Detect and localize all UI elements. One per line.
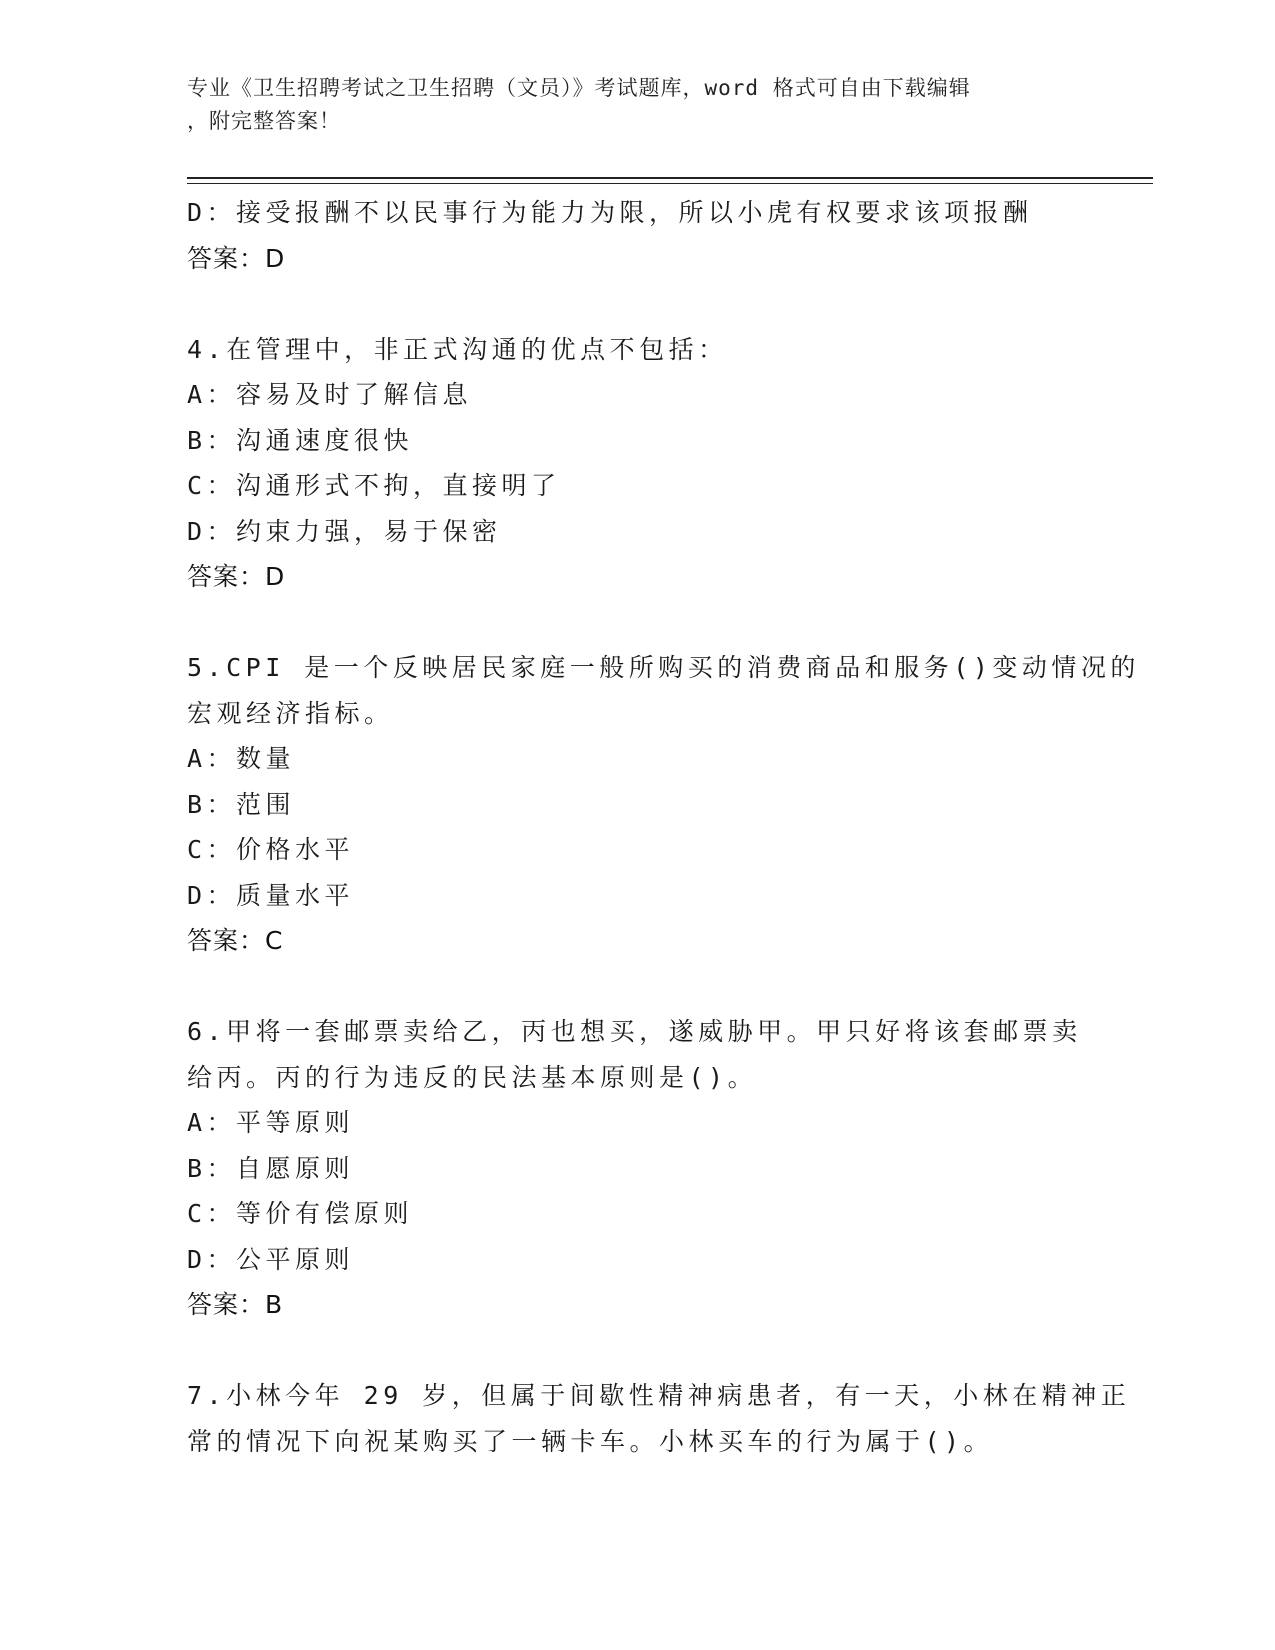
answer-line: 答案：D [187, 243, 286, 273]
option-d: D：质量水平 [187, 880, 355, 910]
question-4 [187, 327, 1087, 600]
question-stem-line-1: 6.甲将一套邮票卖给乙，丙也想买，遂威胁甲。甲只好将该套邮票卖 [187, 1017, 1082, 1046]
question-stem-line-1: 7.小林今年 29 岁，但属于间歇性精神病患者，有一天，小林在精神正 [187, 1381, 1131, 1410]
option-a: A：数量 [187, 744, 296, 773]
answer-line: 答案：B [187, 1290, 284, 1319]
header-divider-thick [187, 177, 1153, 179]
question-stem: 4.在管理中，非正式沟通的优点不包括： [187, 334, 728, 364]
option-d: D：接受报酬不以民事行为能力为限，所以小虎有权要求该项报酬 [187, 198, 1033, 227]
header-line-1: 专业《卫生招聘考试之卫生招聘（文员）》考试题库，word 格式可自由下载编辑 [187, 76, 971, 100]
header-divider-thin [187, 183, 1153, 184]
question-stem-line-2: 常的情况下向祝某购买了一辆卡车。小林买车的行为属于()。 [187, 1426, 994, 1456]
option-d: D：约束力强，易于保密 [187, 516, 502, 546]
option-a: A：容易及时了解信息 [187, 380, 473, 409]
option-b: B：自愿原则 [187, 1153, 355, 1183]
question-list [187, 190, 1140, 1464]
question-6 [187, 1009, 1087, 1328]
spacer [187, 281, 1087, 327]
question-7 [187, 1373, 1131, 1464]
option-d: D：公平原则 [187, 1244, 355, 1274]
document-header [187, 72, 1087, 138]
option-b: B：沟通速度很快 [187, 425, 414, 455]
answer-line: 答案：D [187, 562, 286, 591]
spacer [187, 600, 1087, 646]
question-stem-line-2: 给丙。丙的行为违反的民法基本原则是()。 [187, 1062, 758, 1092]
question-stem-line-1: 5.CPI 是一个反映居民家庭一般所购买的消费商品和服务()变动情况的 [187, 653, 1140, 682]
question-stem-line-2: 宏观经济指标。 [187, 698, 394, 728]
spacer [187, 1328, 1087, 1374]
question-5 [187, 645, 1140, 964]
header-line-2: ，附完整答案！ [187, 109, 341, 133]
option-c: C：价格水平 [187, 835, 355, 864]
option-c: C：沟通形式不拘，直接明了 [187, 471, 561, 500]
option-a: A：平等原则 [187, 1108, 355, 1137]
option-c: C：等价有偿原则 [187, 1199, 414, 1228]
answer-line: 答案：C [187, 926, 284, 955]
option-b: B：范围 [187, 789, 296, 819]
spacer [187, 964, 1087, 1010]
question-3-tail [187, 190, 1087, 281]
